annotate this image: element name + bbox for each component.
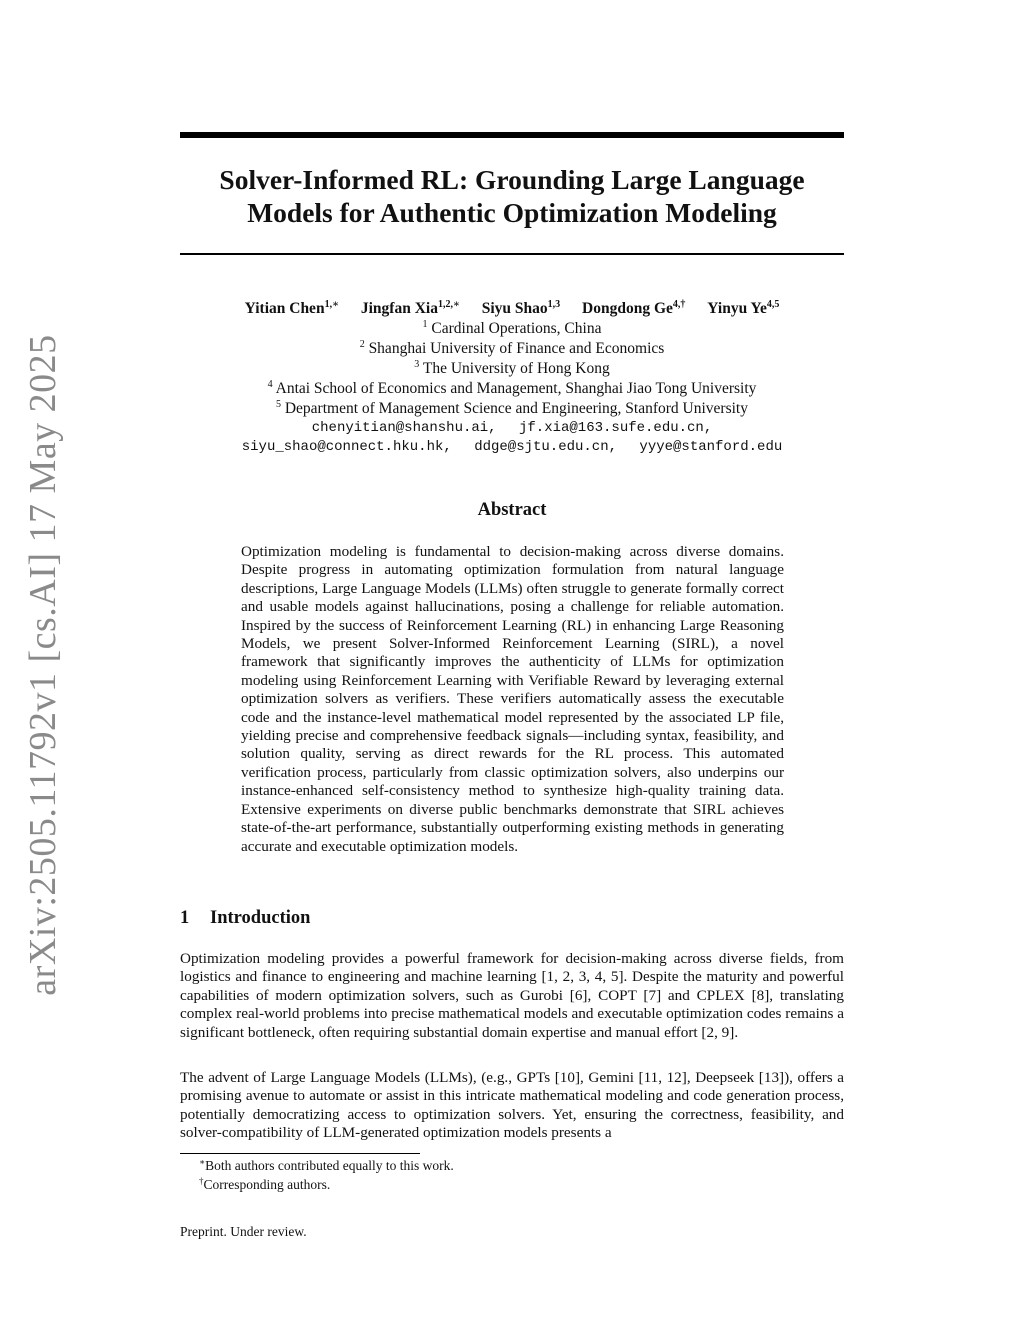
- footnote: †Corresponding authors.: [199, 1176, 331, 1192]
- abstract-text: Optimization modeling is fundamental to decision-making across diverse domains. Despite progress in automating optimization formulation from natural language descriptions, Large Language Models (LLMs) often struggle to generate formally correct and usable models against hallucinations, posing a challenge for reliable automation. Inspired by the success of Reinforcement Learning (RL) in enhancing Large Reasoning Models, we present Solver-Informed Reinforcement Learning (SIRL), a novel framework that significantly improves the authenticity of LLMs for optimization modeling using Reinforcement Learning with Verifiable Reward by leveraging external optimization solvers as verifiers. These verifiers automatically assess the executable code and the instance-level mathematical model represented by the associated LP file, yielding precise and comprehensive feedback signals—including syntax, feasibility, and solution quality, serving as direct rewards for the RL process. This automated verification process, particularly from classic optimization solvers, also underpins our instance-enhanced self-consistency method to synthesize high-quality training data. Extensive experiments on diverse public benchmarks demonstrate that SIRL achieves state-of-the-art performance, substantially outperforming existing methods in generating accurate and executable optimization models.: [241, 543, 784, 855]
- email-line-2: [180, 438, 844, 457]
- preprint-note: Preprint. Under review.: [180, 1224, 307, 1239]
- affiliation: $^5$ Department of Management Science and Engineering, Stanford University: [275, 399, 748, 417]
- footnotes: [199, 1156, 454, 1194]
- footnote-rule: [180, 1153, 420, 1154]
- author-names: [180, 299, 844, 319]
- email[interactable]: yyye@stanford.edu: [639, 439, 783, 455]
- title-line-1: Solver-Informed RL: Grounding Large Language: [219, 164, 805, 195]
- title-top-rule: [180, 132, 844, 138]
- email[interactable]: ddge@sjtu.edu.cn,: [474, 439, 618, 455]
- author: Dongdong $Ge^{4,\dagger}$: [582, 298, 686, 317]
- intro-paragraph-1: Optimization modeling provides a powerful framework for decision-making across diverse fields, from logistics and finance to engineering and machine learning [1, 2, 3, 4, 5]. Despite the maturity and powerful capabilities of modern optimization solvers, such as Gurobi [6], COPT [7] and CPLEX [8], translating complex real-world problems into precise mathematical models and executable optimization codes remains a significant bottleneck, often requiring substantial domain expertise and manual effort [2, 9].: [180, 950, 844, 1041]
- email[interactable]: siyu_shao@connect.hku.hk,: [241, 439, 452, 455]
- title-bottom-rule: [180, 253, 844, 255]
- abstract-heading: Abstract: [477, 500, 547, 520]
- affiliation: $^2$ Shanghai University of Finance and Economics: [359, 339, 665, 357]
- email-line-1: [180, 419, 844, 438]
- affiliation: $^4$ Antai School of Economics and Management, Shanghai Jiao Tong University: [267, 379, 757, 397]
- author: Yinyu Ye$^{4,5}$: [707, 298, 780, 317]
- paper-title: [180, 163, 844, 229]
- email[interactable]: jf.xia@163.sufe.edu.cn,: [519, 420, 713, 436]
- arxiv-sidebar: [18, 334, 68, 996]
- section-title: Introduction: [210, 908, 311, 928]
- title-line-2: Models for Authentic Optimization Modeling: [247, 197, 777, 228]
- author-block: [180, 299, 844, 457]
- section-number: 1: [180, 908, 190, 928]
- author: Siyu Shao$^{1,3}$: [481, 298, 561, 317]
- section-heading: [180, 908, 310, 929]
- arxiv-identifier: arXiv:2505.11792v1 [cs.AI] 17 May 2025: [22, 334, 64, 996]
- intro-paragraph-2: The advent of Large Language Models (LLMs), (e.g., GPTs [10], Gemini [11, 12], Deepseek [13]), offers a promising avenue to automate or assist in this intricate mathematical modeling and code generation process, potentially democratizing access to optimization solvers. Yet, ensuring the correctness, feasibility, and solver-compatibility of LLM-generated optimization models presents a: [180, 1069, 844, 1142]
- author: Yitian Chen$^{1,∗}$: [244, 298, 339, 317]
- affiliation: $^1$ Cardinal Operations, China: [422, 319, 602, 337]
- author: Jingfan Xia$^{1,2,∗}$: [360, 298, 460, 317]
- affiliation: $^3$ The University of Hong Kong: [414, 359, 610, 377]
- footnote: ∗Both authors contributed equally to this work.: [199, 1157, 454, 1173]
- email[interactable]: chenyitian@shanshu.ai,: [311, 420, 497, 436]
